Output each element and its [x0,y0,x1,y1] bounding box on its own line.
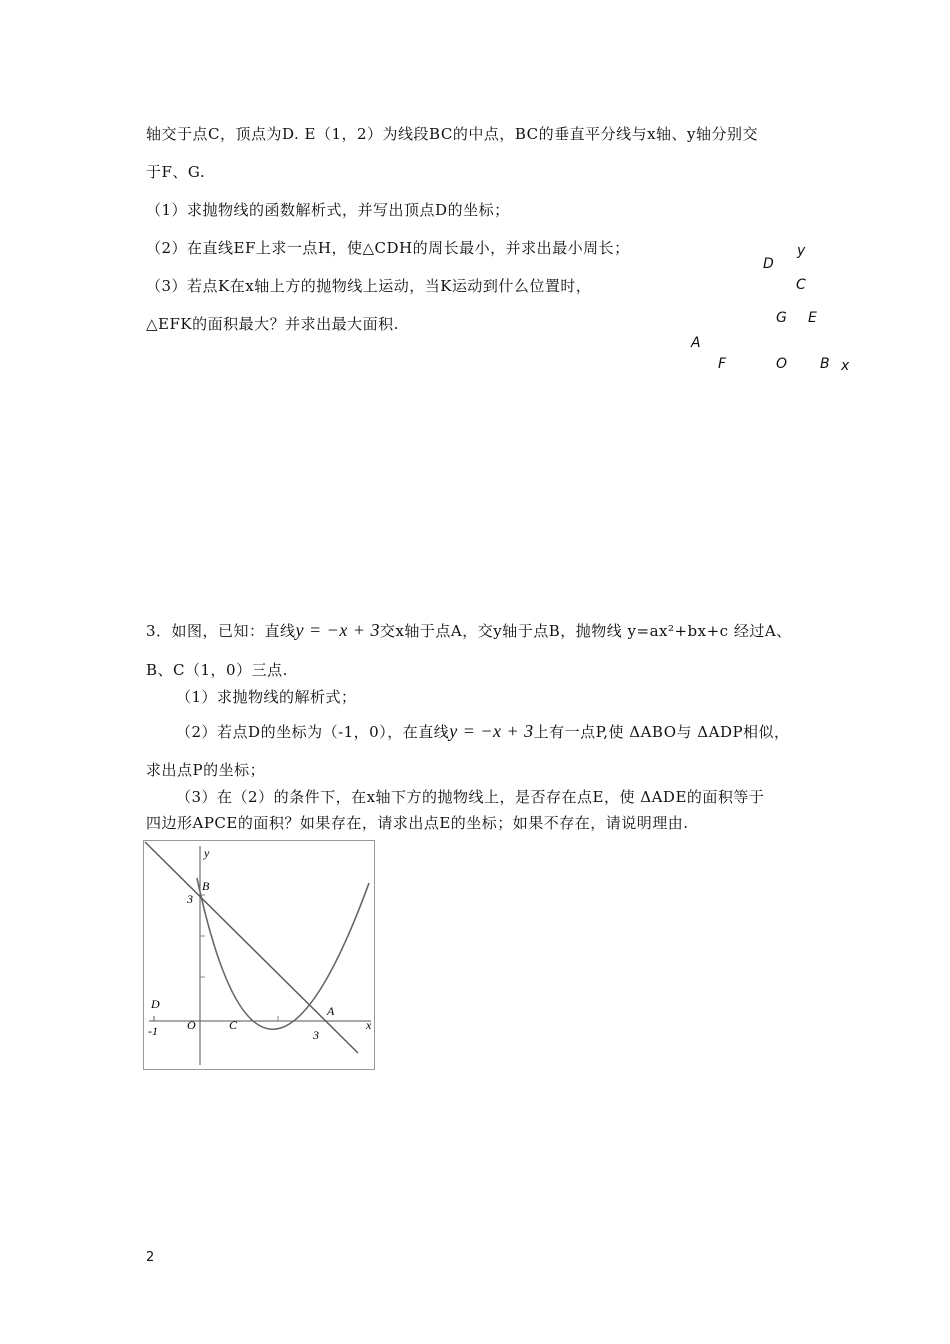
figure2-label-3x: 3 [313,1028,319,1042]
problem2-line2: 于F、G. [146,163,206,181]
problem3-question2 [176,721,790,742]
figure2-label-A: A [327,1004,335,1018]
problem3-question2-start: （2）若点D的坐标为（-1，0），在直线 [176,723,450,741]
figure1-label-B: B [820,356,830,372]
figure1-label-O: O [776,356,788,372]
equation-line-2: y = −x + 3 [449,721,534,741]
problem3-line1-end: 交x轴于点A，交y轴于点B，抛物线 y=ax²+bx+c 经过A、 [379,622,792,640]
problem3-question3a: （3）在（2）的条件下，在x轴下方的抛物线上，是否存在点E，使 ΔADE的面积等于 [176,788,765,806]
problem2-question3b: △EFK的面积最大？并求出最大面积. [146,315,399,333]
problem3-question1: （1）求抛物线的解析式； [176,688,357,706]
figure1-label-y: y [797,243,806,259]
problem3-question2-end: 上有一点P,使 ΔABO与 ΔADP相似， [533,723,790,741]
figure2-label-y: y [204,846,210,860]
problem3-line1-start: 3．如图，已知：直线 [146,622,296,640]
figure2-label-x: x [366,1018,372,1032]
figure2-label-O: O [187,1018,196,1032]
problem2-question3a: （3）若点K在x轴上方的抛物线上运动，当K运动到什么位置时， [146,277,592,295]
figure1-label-C: C [796,277,806,293]
figure1-label-x: x [841,358,850,374]
problem2-question2: （2）在直线EF上求一点H，使△CDH的周长最小，并求出最小周长； [146,239,630,257]
problem2-question1: （1）求抛物线的函数解析式，并写出顶点D的坐标； [146,201,510,219]
figure1-label-A: A [691,335,701,351]
page-number: 2 [146,1250,155,1265]
figure2-graph [143,840,376,1072]
figure2-label-B: B [202,879,210,893]
figure1-label-G: G [776,310,787,326]
figure2-label-D: D [151,997,160,1011]
equation-line: y = −x + 3 [295,620,380,640]
problem3-question3b: 四边形APCE的面积？如果存在，请求出点E的坐标；如果不存在，请说明理由. [146,814,689,832]
figure2-label-3y: 3 [187,892,193,906]
problem2-line1: 轴交于点C，顶点为D. E（1，2）为线段BC的中点，BC的垂直平分线与x轴、y轴分别交 [146,125,759,143]
problem3-question2-cont: 求出点P的坐标； [146,761,266,779]
figure2-label-neg1: -1 [148,1024,158,1038]
figure1-label-F: F [718,356,727,372]
figure2-label-C: C [229,1018,238,1032]
figure1-label-D: D [763,256,774,272]
problem3-line1 [146,620,792,641]
problem3-line2: B、C（1，0）三点. [146,661,288,679]
figure1-label-E: E [808,310,817,326]
